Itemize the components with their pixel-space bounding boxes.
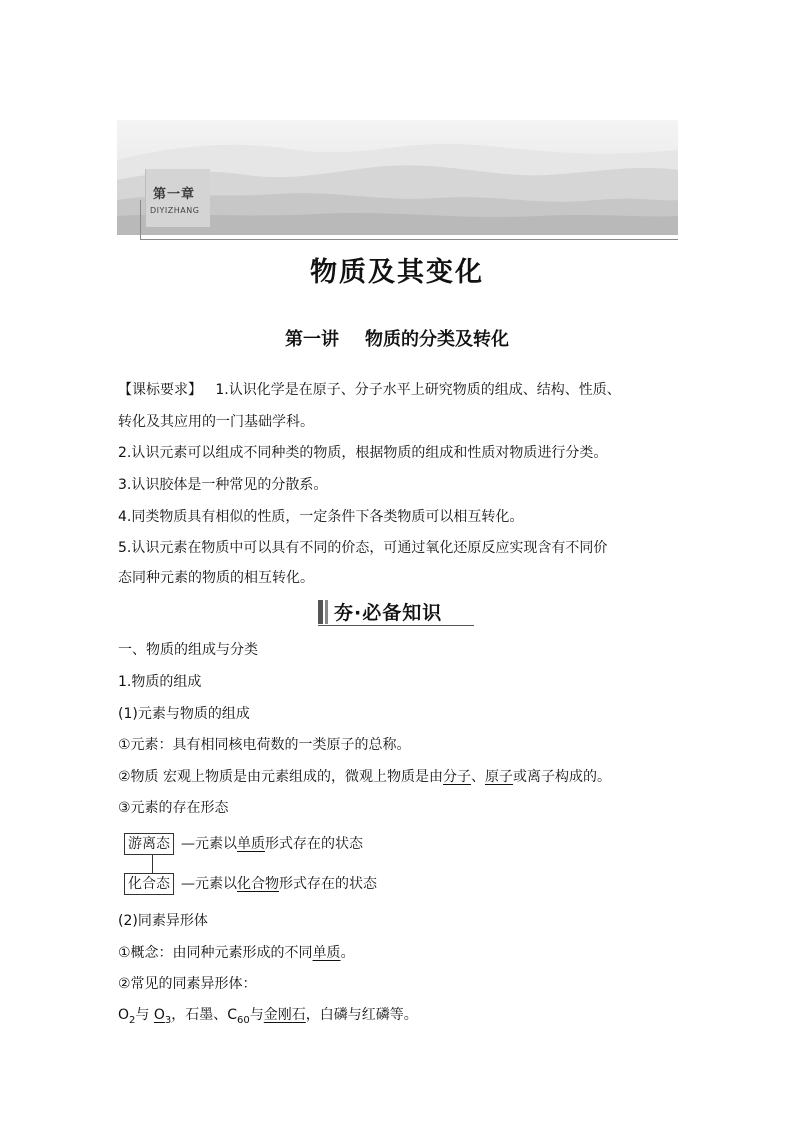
requirement-item-1-cont: 转化及其应用的一门基础学科。 [118,414,314,430]
subscript: 3 [164,1014,172,1026]
text-span: 形式存在的状态 [279,876,377,892]
underlined-term: 单质 [312,945,341,961]
heading-3: (1)元素与物质的组成 [118,706,250,722]
lecture-name: 物质的分类及转化 [365,329,509,350]
diagram-box-free-state: 游离态 [124,833,174,855]
paragraph-allotrope-examples [118,1005,418,1031]
text-span: ，白磷与红磷等。 [305,1007,418,1023]
text-span: 、 [471,769,485,785]
text-span: —元素以 [181,876,237,892]
requirement-text: 1.认识化学是在原子、分子水平上研究物质的组成、结构、性质、 [215,382,621,398]
subscript: 60 [237,1014,250,1026]
requirements-label: 【课标要求】 [118,382,202,398]
paragraph-existence-forms: ③元素的存在形态 [118,800,229,816]
underlined-term: 分子 [443,769,471,785]
underlined-term: 原子 [485,769,513,785]
formula-o2: O [118,1007,130,1023]
banner-divider-horizontal [140,239,678,240]
diagram-text-free-state [181,834,363,854]
text-span: O [153,1007,165,1023]
underlined-term: 金刚石 [263,1007,306,1023]
text-span: —元素以 [181,836,237,852]
requirement-item-1 [118,380,621,400]
text-span: ①概念：由同种元素形成的不同 [118,945,313,961]
paragraph-element: ①元素：具有相同核电荷数的一类原子的总称。 [118,737,411,753]
text-span: ②物质 宏观上物质是由元素组成的，微观上物质是由 [118,769,443,785]
requirement-item-5: 5.认识元素在物质中可以具有不同的价态，可通过氧化还原反应实现含有不同价 [118,540,608,556]
text-span: 与 [249,1007,264,1023]
underlined-term: 单质 [237,836,265,852]
paragraph-concept [118,943,355,963]
text-span: 。 [340,945,355,961]
heading-4: (2)同素异形体 [118,913,208,929]
paragraph-substance [118,767,611,787]
section-header-underline [318,625,474,626]
section-header-text: 夯·必备知识 [334,602,443,624]
section-header-bar [325,600,328,624]
text-span: ，石墨、C [171,1007,238,1023]
text-span: 与 [135,1007,154,1023]
subscript: 2 [129,1014,136,1026]
diagram-connector [152,855,153,873]
heading-1: 一、物质的组成与分类 [118,642,258,658]
page-title: 物质及其变化 [310,257,484,288]
heading-2: 1.物质的组成 [118,674,202,690]
text-span: 形式存在的状态 [265,836,363,852]
section-header-bar [318,600,323,624]
text-span: 或离子构成的。 [513,769,611,785]
formula-o3 [153,1007,172,1026]
lecture-title [0,325,794,351]
paragraph-common-allotropes: ②常见的同素异形体： [118,976,257,992]
lecture-number: 第一讲 [285,329,339,350]
section-header [318,598,474,626]
requirement-item-4: 4.同类物质具有相似的性质，一定条件下各类物质可以相互转化。 [118,509,524,525]
requirement-item-3: 3.认识胶体是一种常见的分散系。 [118,477,328,493]
diagram-box-combined-state: 化合态 [124,873,174,895]
banner-divider-vertical [140,200,141,240]
diagram-text-combined-state [181,874,377,894]
requirement-item-5-cont: 态同种元素的物质的相互转化。 [118,570,314,586]
underlined-term: 化合物 [237,876,279,892]
requirement-item-2: 2.认识元素可以组成不同种类的物质，根据物质的组成和性质对物质进行分类。 [118,445,608,461]
chapter-title: 第一章 [153,187,196,202]
chapter-pinyin: DIYIZHANG [150,206,200,215]
